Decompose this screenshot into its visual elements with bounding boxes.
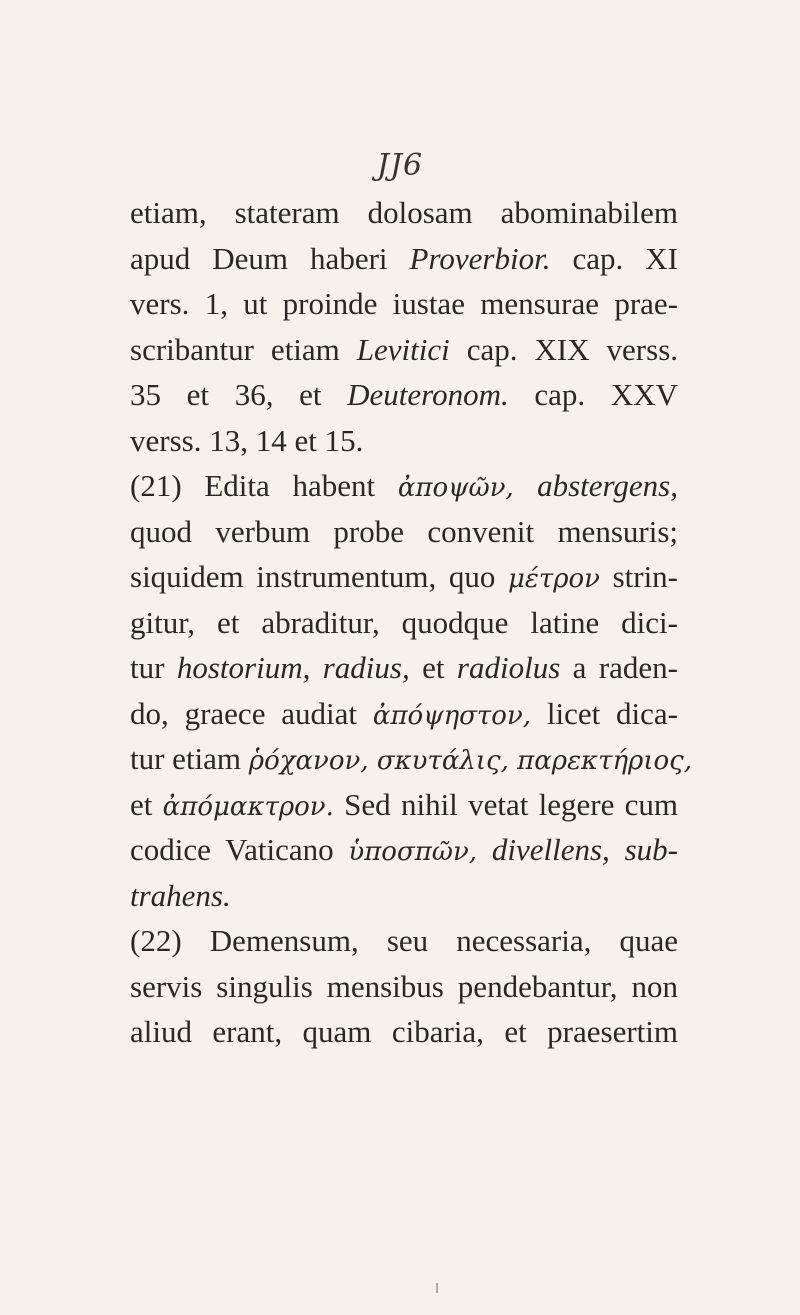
text-line [130,691,678,737]
italic-text: abstergens, [537,468,678,503]
italic-text: Deuteronom. [347,377,509,412]
italic-text: radiolus [456,650,561,685]
text-line [130,418,678,464]
text-run: Sed nihil vetat legere cum [333,786,679,822]
greek-word: ἀπόψηστον, [372,700,532,731]
paper-speck [436,1283,438,1293]
text-run: 35 et 36, et [130,377,348,412]
text-line [130,918,678,964]
text-line [130,964,678,1010]
text-line [130,645,678,691]
text-run: tur [130,650,177,685]
text-line [130,736,693,782]
text-line [130,554,678,600]
text-run: licet dica- [531,695,679,731]
text-run: cap. XXV [508,377,678,412]
text-line [130,372,678,418]
body-text [130,190,693,1055]
text-run: et [409,650,457,685]
text-line [130,190,678,236]
text-run: verss. 13, 14 et 15. [130,422,364,458]
text-run: cap. XI [550,240,678,276]
text-run: aliud erant, quam cibaria, et praesertim [130,1014,678,1049]
text-line [130,327,678,373]
text-line [130,281,678,327]
text-line [130,827,678,873]
text-run: servis singulis mensibus pendebantur, non [130,968,678,1004]
text-run: strin- [599,559,679,594]
text-run: et [130,786,163,822]
text-line [130,1009,678,1055]
text-line [130,873,678,919]
italic-text: divellens, sub- [491,832,678,867]
text-line [130,236,678,282]
text-run: a raden- [560,650,679,685]
text-line [130,463,678,509]
text-run: (22) Demensum, seu necessaria, quae [130,923,678,958]
greek-word: ἀπόμακτρον. [162,791,334,822]
text-run: etiam, stateram dolosam abominabilem [130,195,678,230]
greek-word: ῥόχανον, σκυτάλις, παρεκτήριος, [248,746,693,776]
text-run: apud Deum haberi [130,240,410,276]
text-run: quod verbum probe convenit mensuris; [130,513,678,549]
text-run: do, graece audiat [130,695,373,731]
text-run: codice Vaticano [130,832,349,867]
text-run: tur etiam [130,741,249,776]
greek-word: ὑποσπῶν, [348,837,478,867]
italic-text: trahens. [130,877,231,913]
text-run: cap. XIX verss. [449,331,679,367]
italic-text: Levitici [356,331,450,367]
text-run: (21) Edita habent [130,468,398,503]
page-number: JJ6 [376,148,424,183]
text-run: gitur, et abraditur, quodque latine dici- [130,604,678,640]
greek-word: ἀποψῶν, [397,473,538,503]
italic-text: hostorium, radius, [176,650,410,685]
greek-word: μέτρον [507,564,600,594]
text-run: scribantur etiam [130,331,357,367]
text-run [477,832,492,867]
text-line [130,782,678,828]
text-run: vers. 1, ut proinde iustae mensurae prae- [130,286,678,321]
italic-text: Proverbior. [409,240,551,276]
text-line [130,509,678,555]
text-line [130,600,678,646]
text-run: siquidem instrumentum, quo [130,559,508,594]
